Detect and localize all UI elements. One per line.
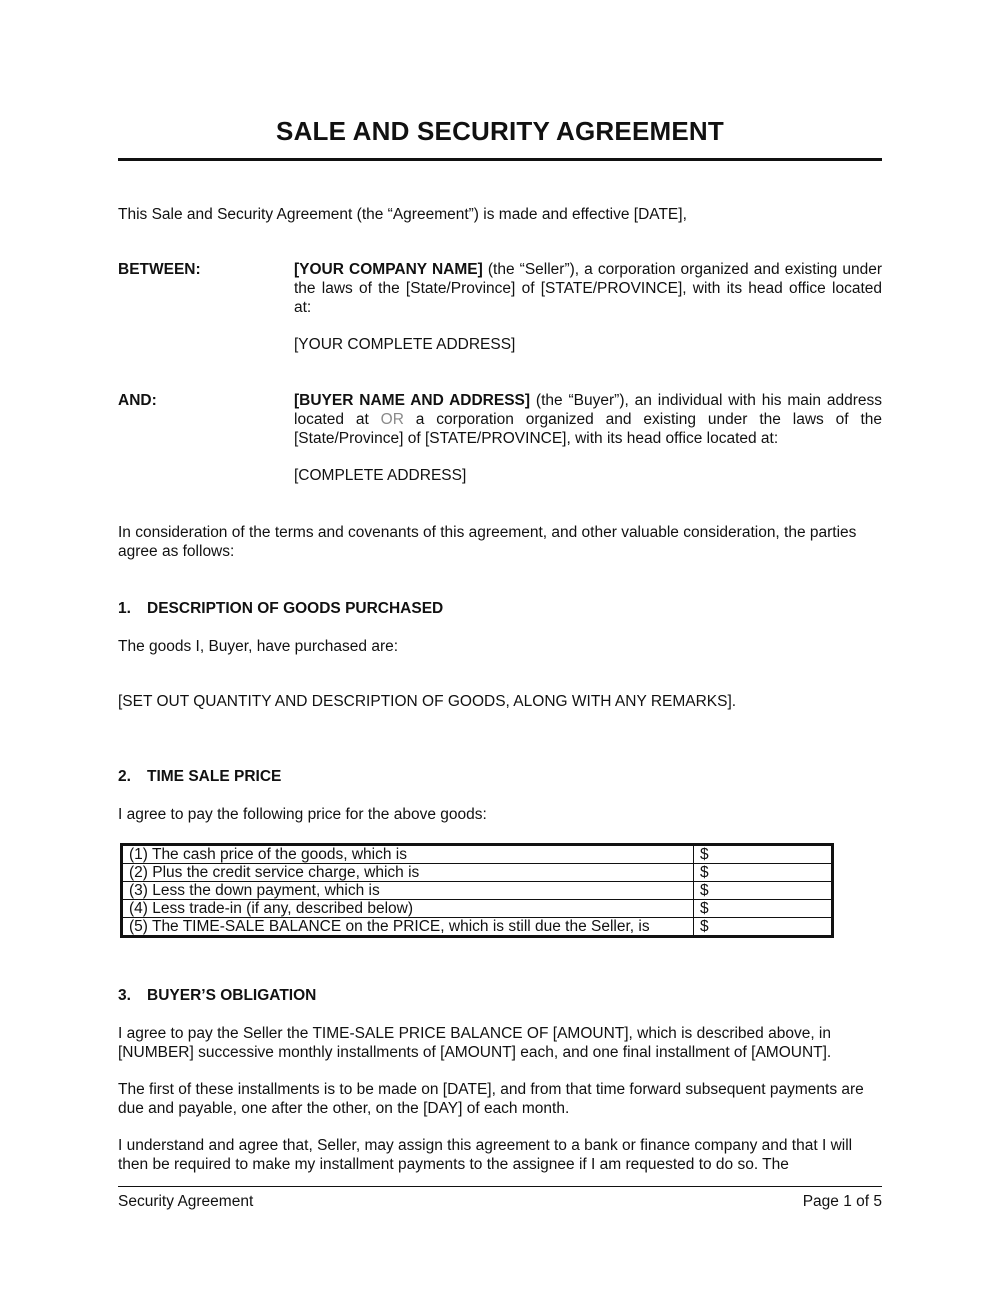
page-footer xyxy=(118,1192,882,1211)
price-amount: $ xyxy=(694,882,833,900)
price-description: (3) Less the down payment, which is xyxy=(122,882,694,900)
section-3-heading xyxy=(118,986,316,1005)
section-3-paragraph-2: The first of these installments is to be made on [DATE], and from that time forward subsequent payments are due and payable, one after the other, on the [DAY] of each month. xyxy=(118,1081,864,1117)
price-amount: $ xyxy=(694,900,833,918)
consideration-paragraph: In consideration of the terms and covenants of this agreement, and other valuable consideration, the parties agree as follows: xyxy=(118,524,857,560)
buyer-description-start: (the “Buyer”), an individual with his main address located at xyxy=(294,392,882,428)
footer-divider xyxy=(118,1186,882,1187)
price-amount: $ xyxy=(694,918,833,937)
section-number: 3. xyxy=(118,987,131,1004)
section-title: TIME SALE PRICE xyxy=(147,768,282,785)
seller-description: (the “Seller”), a corporation organized and existing under the laws of the [State/Province] of [STATE/PROVINCE], with its head office located at: xyxy=(294,261,882,316)
section-1-heading xyxy=(118,599,443,618)
or-word: OR xyxy=(380,411,404,428)
seller-address: [YOUR COMPLETE ADDRESS] xyxy=(294,336,516,353)
price-description: (2) Plus the credit service charge, which is xyxy=(122,864,694,882)
buyer-description-end: a corporation organized and existing under the laws of the [State/Province] of [STATE/PROVINCE], with its head office located at: xyxy=(294,411,882,447)
document-title: SALE AND SECURITY AGREEMENT xyxy=(276,116,724,146)
price-amount: $ xyxy=(694,845,833,864)
section-3-paragraph-3: I understand and agree that, Seller, may assign this agreement to a bank or finance company and that I will then be required to make my installment payments to the assignee if I am requested to do so. The xyxy=(118,1137,853,1173)
buyer-name: [BUYER NAME AND ADDRESS] xyxy=(294,392,531,409)
seller-name: [YOUR COMPANY NAME] xyxy=(294,261,483,278)
footer-document-name: Security Agreement xyxy=(118,1193,254,1210)
table-row xyxy=(122,882,833,900)
price-description: (1) The cash price of the goods, which is xyxy=(122,845,694,864)
table-row xyxy=(122,900,833,918)
buyer-address: [COMPLETE ADDRESS] xyxy=(294,467,467,484)
between-label: BETWEEN: xyxy=(118,261,201,278)
section-1-paragraph-1: The goods I, Buyer, have purchased are: xyxy=(118,638,399,655)
title-divider xyxy=(118,158,882,161)
intro-paragraph: This Sale and Security Agreement (the “Agreement”) is made and effective [DATE], xyxy=(118,206,687,223)
table-row xyxy=(122,918,833,937)
section-number: 2. xyxy=(118,768,131,785)
section-title: DESCRIPTION OF GOODS PURCHASED xyxy=(147,600,444,617)
price-description: (5) The TIME-SALE BALANCE on the PRICE, which is still due the Seller, is xyxy=(122,918,694,937)
price-description: (4) Less trade-in (if any, described below) xyxy=(122,900,694,918)
table-row xyxy=(122,864,833,882)
page-number: Page 1 of 5 xyxy=(802,1193,882,1210)
section-2-paragraph-1: I agree to pay the following price for the above goods: xyxy=(118,806,487,823)
section-2-heading xyxy=(118,767,281,786)
and-label: AND: xyxy=(118,392,157,409)
price-amount: $ xyxy=(694,864,833,882)
document-page xyxy=(118,0,882,1290)
section-3-paragraph-1: I agree to pay the Seller the TIME-SALE PRICE BALANCE OF [AMOUNT], which is described above, in [NUMBER] successive monthly installments of [AMOUNT] each, and one final installment of [AMOUNT]. xyxy=(118,1025,832,1061)
price-table xyxy=(120,843,834,938)
section-number: 1. xyxy=(118,600,131,617)
section-1-paragraph-2: [SET OUT QUANTITY AND DESCRIPTION OF GOODS, ALONG WITH ANY REMARKS]. xyxy=(118,693,737,710)
table-row xyxy=(122,845,833,864)
section-title: BUYER’S OBLIGATION xyxy=(147,987,317,1004)
buyer-paragraph xyxy=(294,391,882,448)
seller-paragraph xyxy=(294,260,882,317)
